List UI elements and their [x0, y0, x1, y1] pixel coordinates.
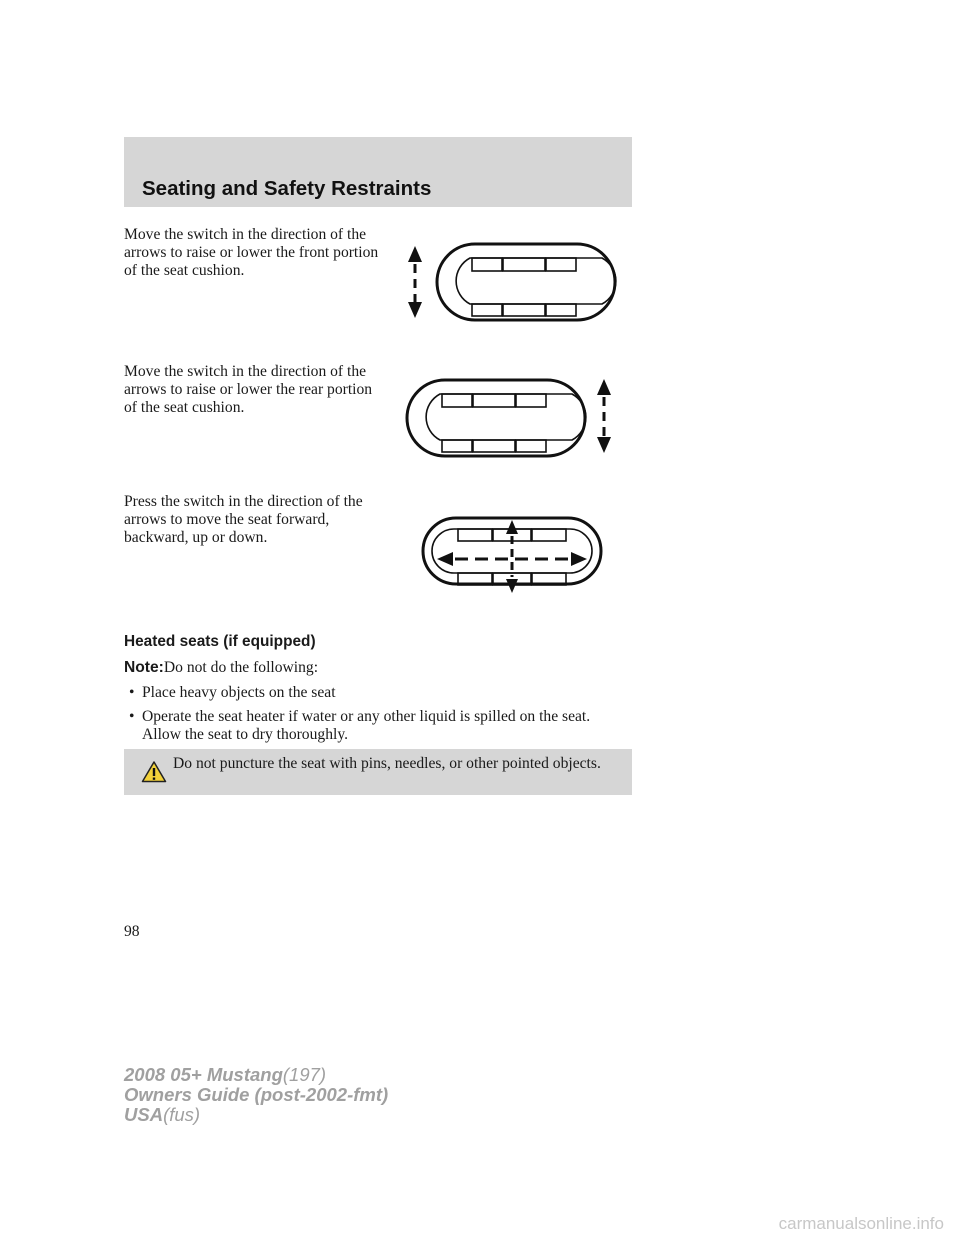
list-item-text: Place heavy objects on the seat	[142, 684, 336, 701]
warning-triangle-icon	[141, 760, 167, 783]
instruction-seat-position: Press the switch in the direction of the arrows to move the seat forward, backward, up or down.	[124, 493, 363, 547]
footer-region-code: (fus)	[163, 1104, 201, 1125]
section-header	[124, 137, 632, 207]
instruction-front-cushion: Move the switch in the direction of the arrows to raise or lower the front portion of the seat cushion.	[124, 226, 379, 280]
list-item	[124, 708, 632, 744]
footer-model-code: (197)	[282, 1064, 327, 1085]
front-cushion-switch-diagram	[404, 238, 618, 322]
rear-cushion-switch-diagram	[404, 374, 618, 458]
list-item	[124, 684, 632, 702]
footer-line-region	[124, 1105, 388, 1125]
footer-guide: Owners Guide (post-2002-fmt)	[124, 1084, 389, 1105]
document-footer	[124, 1065, 388, 1125]
heated-seats-heading: Heated seats (if equipped)	[124, 633, 316, 650]
page-number: 98	[124, 923, 140, 940]
seat-switch-icon	[407, 380, 586, 456]
warning-box	[124, 749, 632, 795]
four-way-arrow-icon	[437, 520, 587, 593]
footer-region: USA	[124, 1104, 164, 1125]
list-item-text: Operate the seat heater if water or any other liquid is spilled on the seat. Allow the seat to dry thoroughly.	[142, 708, 591, 744]
instruction-rear-cushion: Move the switch in the direction of the arrows to raise or lower the rear portion of the seat cushion.	[124, 363, 373, 417]
heated-seat-precautions-list	[124, 684, 632, 751]
watermark: carmanualsonline.info	[778, 1214, 944, 1233]
footer-line-model	[124, 1065, 388, 1085]
note-text: Do not do the following:	[163, 659, 319, 676]
bullet-glyph: •	[129, 684, 135, 701]
section-title: Seating and Safety Restraints	[142, 177, 432, 200]
seat-switch-icon	[437, 244, 616, 320]
seat-position-switch-diagram	[420, 515, 604, 597]
bullet-glyph: •	[129, 708, 135, 726]
footer-line-guide	[124, 1085, 388, 1105]
note-label: Note:	[124, 659, 164, 676]
vertical-arrow-icon	[408, 246, 422, 318]
warning-text: Do not puncture the seat with pins, needles, or other pointed objects.	[173, 755, 601, 772]
note-line	[124, 659, 318, 677]
vertical-arrow-icon	[597, 379, 611, 453]
footer-model: 2008 05+ Mustang	[124, 1064, 283, 1085]
